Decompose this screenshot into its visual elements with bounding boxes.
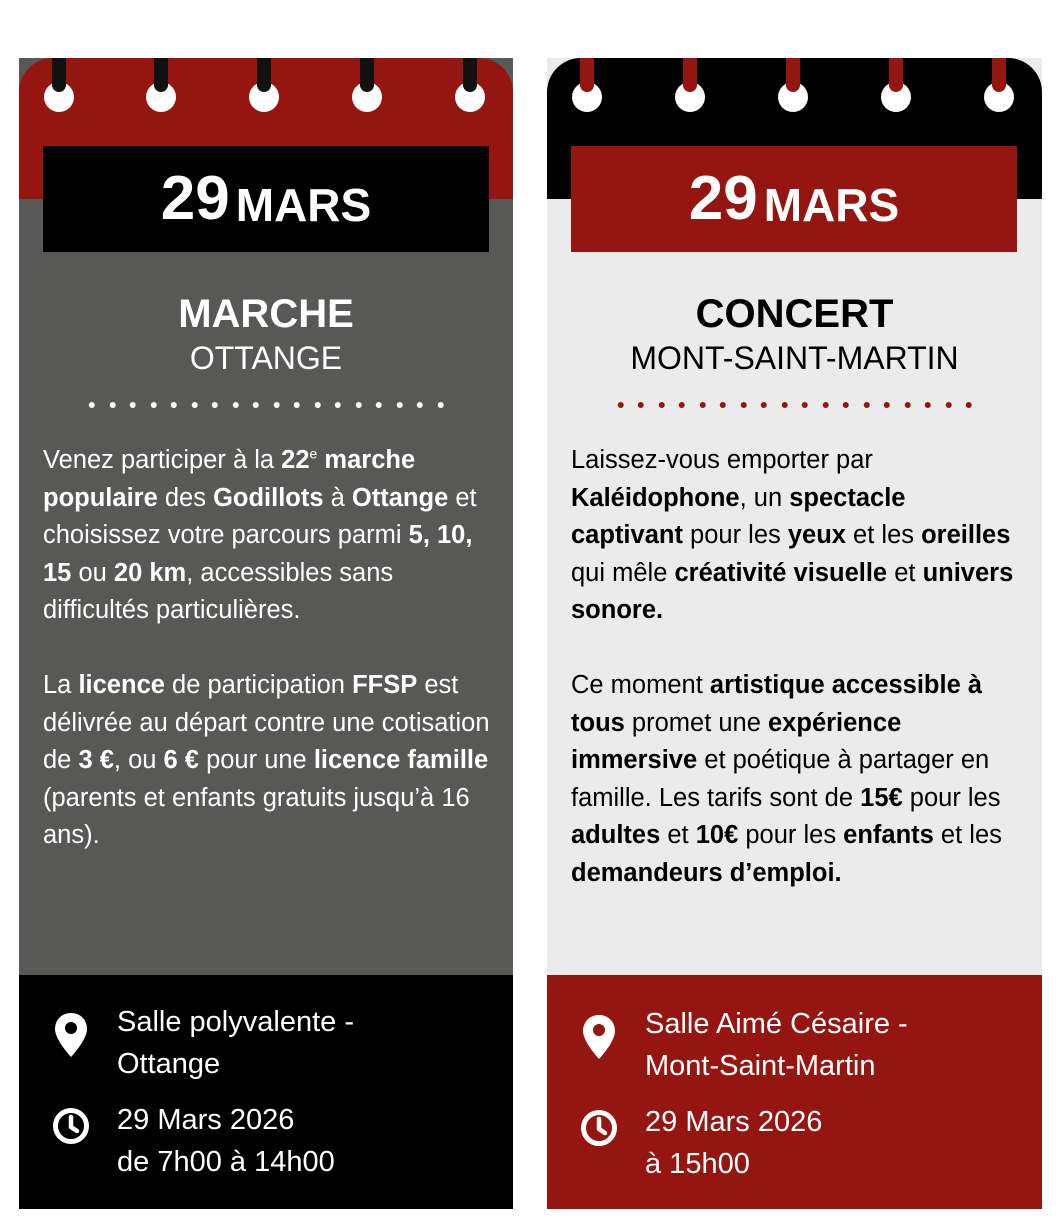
event-title: CONCERT bbox=[695, 292, 894, 336]
clock-icon bbox=[52, 1107, 90, 1145]
spiral-ring bbox=[778, 58, 808, 112]
map-pin-icon bbox=[581, 1013, 617, 1061]
spiral-ring bbox=[984, 58, 1014, 112]
event-city: OTTANGE bbox=[189, 340, 343, 376]
date-day: 29 bbox=[160, 164, 230, 233]
date-day: 29 bbox=[688, 164, 758, 233]
location-line: Ottange bbox=[117, 1048, 221, 1080]
location-line: Mont-Saint-Martin bbox=[645, 1050, 876, 1082]
spiral-ring bbox=[146, 58, 176, 112]
event-city: MONT-SAINT-MARTIN bbox=[630, 340, 959, 376]
date-month: MARS bbox=[763, 179, 900, 231]
spiral-ring bbox=[881, 58, 911, 112]
event-description bbox=[571, 442, 1021, 930]
description-paragraph: La licence de participation FFSP est délivrée au départ contre une cotisation de 3 €, ou 6 € pour une licence famille (parents et enfants gratuits jusqu’à 16 ans). bbox=[43, 671, 490, 849]
spiral-ring bbox=[675, 58, 705, 112]
description-paragraph: Venez participer à la 22e marche populaire des Godillots à Ottange et choisissez votre parcours parmi 5, 10, 15 ou 20 km, accessibles sans difficultés particulières. bbox=[43, 445, 477, 624]
time-line: de 7h00 à 14h00 bbox=[117, 1146, 335, 1178]
location-line: Salle Aimé Césaire - bbox=[645, 1008, 908, 1040]
description-paragraph: Ce moment artistique accessible à tous promet une expérience immersive et poétique à partager en famille. Les tarifs sont de 15€ pour les adultes et 10€ pour les enfants et les demandeurs d’emploi. bbox=[571, 671, 1002, 887]
spiral-ring bbox=[44, 58, 74, 112]
time-line: à 15h00 bbox=[645, 1148, 750, 1180]
clock-icon bbox=[580, 1109, 618, 1147]
spiral-ring bbox=[249, 58, 279, 112]
spiral-ring bbox=[455, 58, 485, 112]
dotted-divider bbox=[89, 402, 444, 408]
event-title: MARCHE bbox=[178, 292, 354, 336]
event-footer bbox=[547, 975, 1042, 1209]
spiral-ring bbox=[572, 58, 602, 112]
spiral-ring bbox=[352, 58, 382, 112]
description-paragraph: Laissez-vous emporter par Kaléidophone, un spectacle captivant pour les yeux et les oreilles qui mêle créativité visuelle et univers sonore. bbox=[571, 446, 1014, 624]
location-line: Salle polyvalente - bbox=[117, 1006, 354, 1038]
event-card-marche bbox=[19, 58, 513, 1209]
date-band bbox=[571, 146, 1017, 252]
event-card-concert bbox=[547, 58, 1042, 1209]
dotted-divider bbox=[617, 402, 972, 408]
time-line: 29 Mars 2026 bbox=[645, 1106, 823, 1138]
time-line: 29 Mars 2026 bbox=[117, 1104, 295, 1136]
event-description bbox=[43, 442, 493, 892]
event-footer bbox=[19, 975, 513, 1209]
date-band bbox=[43, 146, 489, 252]
date-month: MARS bbox=[235, 179, 372, 231]
map-pin-icon bbox=[53, 1011, 89, 1059]
